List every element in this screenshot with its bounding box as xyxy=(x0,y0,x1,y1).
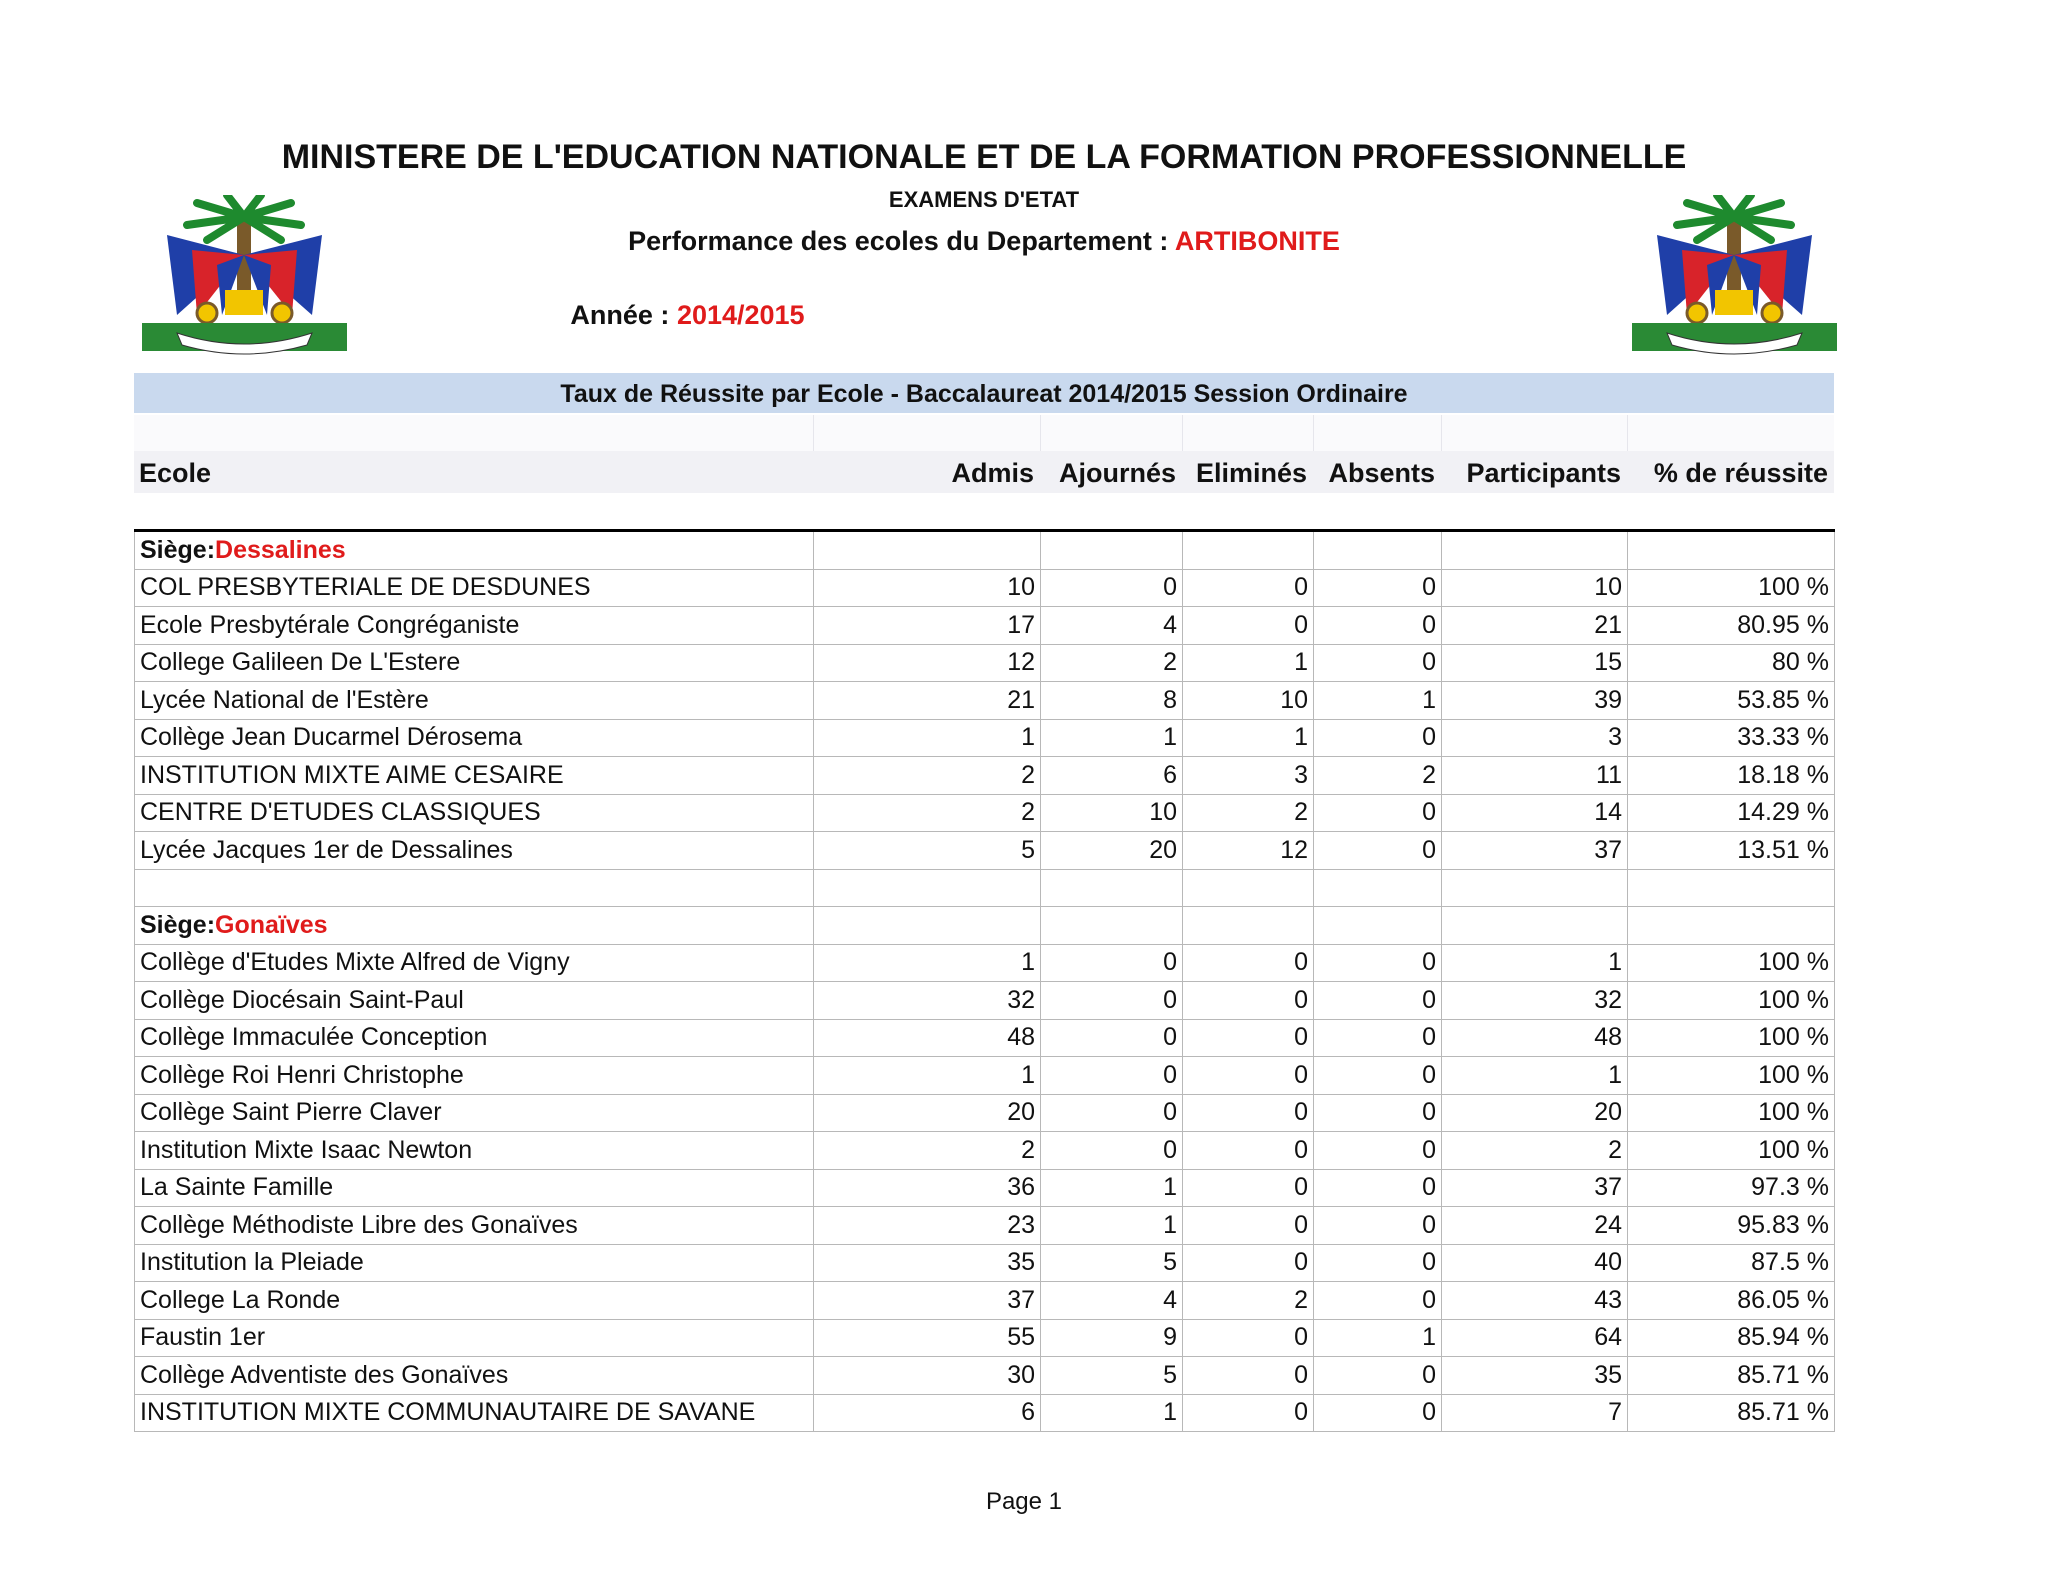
table-row xyxy=(135,1394,1835,1432)
empty-cell xyxy=(814,531,1041,570)
participants-cell: 32 xyxy=(1442,982,1628,1020)
elimines-cell: 0 xyxy=(1183,1057,1314,1095)
table-row xyxy=(135,1282,1835,1320)
school-name-cell: Institution la Pleiade xyxy=(135,1244,814,1282)
empty-cell xyxy=(1628,531,1835,570)
school-name-cell: Collège Saint Pierre Claver xyxy=(135,1094,814,1132)
school-name-cell: College Galileen De L'Estere xyxy=(135,644,814,682)
admis-cell: 2 xyxy=(814,757,1041,795)
reussite-cell: 85.71 % xyxy=(1628,1394,1835,1432)
empty-cell xyxy=(1442,907,1628,945)
table-row xyxy=(135,1319,1835,1357)
ajournes-cell: 0 xyxy=(1041,569,1183,607)
table-row xyxy=(135,1169,1835,1207)
absents-cell: 0 xyxy=(1314,1132,1442,1170)
empty-cell xyxy=(1041,907,1183,945)
table-row xyxy=(135,794,1835,832)
ajournes-cell: 5 xyxy=(1041,1357,1183,1395)
ajournes-cell: 9 xyxy=(1041,1319,1183,1357)
siege-row xyxy=(135,907,1835,945)
absents-cell: 0 xyxy=(1314,644,1442,682)
participants-cell: 21 xyxy=(1442,607,1628,645)
ajournes-cell: 0 xyxy=(1041,1019,1183,1057)
empty-cell xyxy=(1314,907,1442,945)
absents-cell: 0 xyxy=(1314,944,1442,982)
absents-cell: 1 xyxy=(1314,1319,1442,1357)
admis-cell: 5 xyxy=(814,832,1041,870)
column-header-row xyxy=(134,451,1834,493)
coat-of-arms-left-icon xyxy=(137,195,352,355)
reussite-cell: 100 % xyxy=(1628,1019,1835,1057)
column-header-elimines: Eliminés xyxy=(1195,458,1307,488)
elimines-cell: 0 xyxy=(1183,607,1314,645)
participants-cell: 10 xyxy=(1442,569,1628,607)
ajournes-cell: 10 xyxy=(1041,794,1183,832)
column-header-admis: Admis xyxy=(951,458,1034,488)
participants-cell: 3 xyxy=(1442,719,1628,757)
section-spacer-row xyxy=(135,869,1835,907)
ajournes-cell: 0 xyxy=(1041,1057,1183,1095)
participants-cell: 20 xyxy=(1442,1094,1628,1132)
absents-cell: 0 xyxy=(1314,569,1442,607)
participants-cell: 15 xyxy=(1442,644,1628,682)
participants-cell: 14 xyxy=(1442,794,1628,832)
siege-label: Siège: xyxy=(140,910,216,939)
admis-cell: 32 xyxy=(814,982,1041,1020)
reussite-cell: 100 % xyxy=(1628,569,1835,607)
absents-cell: 0 xyxy=(1314,1057,1442,1095)
admis-cell: 1 xyxy=(814,719,1041,757)
year-label: Année : xyxy=(570,300,670,330)
elimines-cell: 0 xyxy=(1183,1132,1314,1170)
siege-cell xyxy=(135,907,814,945)
exams-subtitle: EXAMENS D'ETAT xyxy=(888,187,1080,212)
ajournes-cell: 6 xyxy=(1041,757,1183,795)
school-name-cell: Collège Diocésain Saint-Paul xyxy=(135,982,814,1020)
table-row xyxy=(135,569,1835,607)
absents-cell: 0 xyxy=(1314,794,1442,832)
empty-cell xyxy=(1314,869,1442,907)
reussite-cell: 80 % xyxy=(1628,644,1835,682)
table-row xyxy=(135,1244,1835,1282)
admis-cell: 23 xyxy=(814,1207,1041,1245)
absents-cell: 0 xyxy=(1314,1207,1442,1245)
siege-name: Dessalines xyxy=(215,535,346,564)
elimines-cell: 1 xyxy=(1183,719,1314,757)
participants-cell: 1 xyxy=(1442,944,1628,982)
empty-cell xyxy=(1442,531,1628,570)
empty-cell xyxy=(1183,907,1314,945)
reussite-cell: 85.94 % xyxy=(1628,1319,1835,1357)
table-row xyxy=(135,644,1835,682)
elimines-cell: 2 xyxy=(1183,794,1314,832)
table-row xyxy=(135,1357,1835,1395)
elimines-cell: 0 xyxy=(1183,1019,1314,1057)
table-row xyxy=(135,682,1835,720)
table-row xyxy=(135,944,1835,982)
table-row xyxy=(135,1057,1835,1095)
ajournes-cell: 1 xyxy=(1041,1207,1183,1245)
column-header-reussite: % de réussite xyxy=(1653,458,1828,488)
admis-cell: 36 xyxy=(814,1169,1041,1207)
reussite-cell: 95.83 % xyxy=(1628,1207,1835,1245)
ajournes-cell: 0 xyxy=(1041,1094,1183,1132)
reussite-cell: 100 % xyxy=(1628,982,1835,1020)
elimines-cell: 0 xyxy=(1183,944,1314,982)
school-name-cell: INSTITUTION MIXTE AIME CESAIRE xyxy=(135,757,814,795)
elimines-cell: 0 xyxy=(1183,1357,1314,1395)
absents-cell: 2 xyxy=(1314,757,1442,795)
admis-cell: 48 xyxy=(814,1019,1041,1057)
ajournes-cell: 4 xyxy=(1041,1282,1183,1320)
elimines-cell: 12 xyxy=(1183,832,1314,870)
ajournes-cell: 2 xyxy=(1041,644,1183,682)
ajournes-cell: 20 xyxy=(1041,832,1183,870)
absents-cell: 0 xyxy=(1314,1169,1442,1207)
empty-cell xyxy=(135,869,814,907)
participants-cell: 35 xyxy=(1442,1357,1628,1395)
participants-cell: 37 xyxy=(1442,1169,1628,1207)
absents-cell: 0 xyxy=(1314,1394,1442,1432)
column-header-absents: Absents xyxy=(1328,458,1435,488)
school-name-cell: COL PRESBYTERIALE DE DESDUNES xyxy=(135,569,814,607)
siege-name: Gonaïves xyxy=(215,910,328,939)
admis-cell: 2 xyxy=(814,1132,1041,1170)
table-row xyxy=(135,719,1835,757)
empty-cell xyxy=(1041,869,1183,907)
table-row xyxy=(135,1132,1835,1170)
column-header-ecole: Ecole xyxy=(139,458,212,488)
participants-cell: 7 xyxy=(1442,1394,1628,1432)
empty-cell xyxy=(1442,869,1628,907)
reussite-cell: 80.95 % xyxy=(1628,607,1835,645)
elimines-cell: 0 xyxy=(1183,1169,1314,1207)
absents-cell: 0 xyxy=(1314,1094,1442,1132)
absents-cell: 0 xyxy=(1314,1357,1442,1395)
siege-row xyxy=(135,531,1835,570)
school-name-cell: La Sainte Famille xyxy=(135,1169,814,1207)
admis-cell: 1 xyxy=(814,944,1041,982)
admis-cell: 10 xyxy=(814,569,1041,607)
reussite-cell: 53.85 % xyxy=(1628,682,1835,720)
participants-cell: 11 xyxy=(1442,757,1628,795)
elimines-cell: 10 xyxy=(1183,682,1314,720)
table-banner: Taux de Réussite par Ecole - Baccalaureat 2014/2015 Session Ordinaire xyxy=(134,373,1834,413)
elimines-cell: 0 xyxy=(1183,1394,1314,1432)
year-value: 2014/2015 xyxy=(676,300,805,330)
ajournes-cell: 0 xyxy=(1041,982,1183,1020)
reussite-cell: 33.33 % xyxy=(1628,719,1835,757)
ajournes-cell: 1 xyxy=(1041,1169,1183,1207)
ajournes-cell: 8 xyxy=(1041,682,1183,720)
elimines-cell: 0 xyxy=(1183,1207,1314,1245)
ajournes-cell: 5 xyxy=(1041,1244,1183,1282)
school-name-cell: Collège Immaculée Conception xyxy=(135,1019,814,1057)
school-name-cell: Institution Mixte Isaac Newton xyxy=(135,1132,814,1170)
elimines-cell: 3 xyxy=(1183,757,1314,795)
table-row xyxy=(135,1019,1835,1057)
school-name-cell: Faustin 1er xyxy=(135,1319,814,1357)
table-row xyxy=(135,982,1835,1020)
siege-label: Siège: xyxy=(140,535,216,564)
participants-cell: 48 xyxy=(1442,1019,1628,1057)
column-header-participants: Participants xyxy=(1466,458,1621,488)
admis-cell: 12 xyxy=(814,644,1041,682)
reussite-cell: 86.05 % xyxy=(1628,1282,1835,1320)
absents-cell: 0 xyxy=(1314,832,1442,870)
admis-cell: 30 xyxy=(814,1357,1041,1395)
absents-cell: 0 xyxy=(1314,607,1442,645)
school-name-cell: Collège Roi Henri Christophe xyxy=(135,1057,814,1095)
reussite-cell: 97.3 % xyxy=(1628,1169,1835,1207)
table-row xyxy=(135,832,1835,870)
participants-cell: 2 xyxy=(1442,1132,1628,1170)
reussite-cell: 100 % xyxy=(1628,944,1835,982)
page-number: Page 1 xyxy=(985,1488,1063,1515)
participants-cell: 43 xyxy=(1442,1282,1628,1320)
reussite-cell: 100 % xyxy=(1628,1094,1835,1132)
reussite-cell: 14.29 % xyxy=(1628,794,1835,832)
siege-cell xyxy=(135,531,814,570)
ajournes-cell: 0 xyxy=(1041,1132,1183,1170)
admis-cell: 2 xyxy=(814,794,1041,832)
table-row xyxy=(135,757,1835,795)
admis-cell: 55 xyxy=(814,1319,1041,1357)
admis-cell: 1 xyxy=(814,1057,1041,1095)
reussite-cell: 85.71 % xyxy=(1628,1357,1835,1395)
ajournes-cell: 4 xyxy=(1041,607,1183,645)
participants-cell: 39 xyxy=(1442,682,1628,720)
absents-cell: 0 xyxy=(1314,1244,1442,1282)
department-name: ARTIBONITE xyxy=(1174,226,1340,256)
elimines-cell: 0 xyxy=(1183,1244,1314,1282)
school-name-cell: Lycée National de l'Estère xyxy=(135,682,814,720)
ajournes-cell: 0 xyxy=(1041,944,1183,982)
reussite-cell: 13.51 % xyxy=(1628,832,1835,870)
school-name-cell: Collège d'Etudes Mixte Alfred de Vigny xyxy=(135,944,814,982)
ministry-title: MINISTERE DE L'EDUCATION NATIONALE ET DE LA FORMATION PROFESSIONNELLE xyxy=(281,138,1687,176)
participants-cell: 64 xyxy=(1442,1319,1628,1357)
school-name-cell: INSTITUTION MIXTE COMMUNAUTAIRE DE SAVANE xyxy=(135,1394,814,1432)
absents-cell: 0 xyxy=(1314,719,1442,757)
empty-cell xyxy=(814,869,1041,907)
absents-cell: 0 xyxy=(1314,1019,1442,1057)
absents-cell: 1 xyxy=(1314,682,1442,720)
school-name-cell: CENTRE D'ETUDES CLASSIQUES xyxy=(135,794,814,832)
ajournes-cell: 1 xyxy=(1041,719,1183,757)
ajournes-cell: 1 xyxy=(1041,1394,1183,1432)
school-name-cell: Collège Jean Ducarmel Dérosema xyxy=(135,719,814,757)
admis-cell: 6 xyxy=(814,1394,1041,1432)
admis-cell: 21 xyxy=(814,682,1041,720)
admis-cell: 35 xyxy=(814,1244,1041,1282)
admis-cell: 17 xyxy=(814,607,1041,645)
empty-cell xyxy=(1628,869,1835,907)
admis-cell: 20 xyxy=(814,1094,1041,1132)
school-name-cell: College La Ronde xyxy=(135,1282,814,1320)
empty-cell xyxy=(1183,531,1314,570)
empty-cell xyxy=(1314,531,1442,570)
results-table xyxy=(134,529,1835,1432)
participants-cell: 40 xyxy=(1442,1244,1628,1282)
column-header-ajournes: Ajournés xyxy=(1058,458,1176,488)
elimines-cell: 0 xyxy=(1183,1319,1314,1357)
elimines-cell: 0 xyxy=(1183,982,1314,1020)
spacer-row xyxy=(134,415,1834,451)
reussite-cell: 87.5 % xyxy=(1628,1244,1835,1282)
empty-cell xyxy=(814,907,1041,945)
empty-cell xyxy=(1628,907,1835,945)
empty-cell xyxy=(1041,531,1183,570)
coat-of-arms-right-icon xyxy=(1627,195,1842,355)
absents-cell: 0 xyxy=(1314,1282,1442,1320)
reussite-cell: 18.18 % xyxy=(1628,757,1835,795)
elimines-cell: 0 xyxy=(1183,569,1314,607)
school-name-cell: Lycée Jacques 1er de Dessalines xyxy=(135,832,814,870)
empty-cell xyxy=(1183,869,1314,907)
participants-cell: 1 xyxy=(1442,1057,1628,1095)
table-row xyxy=(135,1207,1835,1245)
table-row xyxy=(135,1094,1835,1132)
elimines-cell: 1 xyxy=(1183,644,1314,682)
reussite-cell: 100 % xyxy=(1628,1132,1835,1170)
absents-cell: 0 xyxy=(1314,982,1442,1020)
table-row xyxy=(135,607,1835,645)
school-name-cell: Collège Méthodiste Libre des Gonaïves xyxy=(135,1207,814,1245)
participants-cell: 24 xyxy=(1442,1207,1628,1245)
school-name-cell: Collège Adventiste des Gonaïves xyxy=(135,1357,814,1395)
performance-label: Performance des ecoles du Departement : xyxy=(628,226,1169,256)
reussite-cell: 100 % xyxy=(1628,1057,1835,1095)
elimines-cell: 2 xyxy=(1183,1282,1314,1320)
admis-cell: 37 xyxy=(814,1282,1041,1320)
results-table-body xyxy=(135,531,1835,1432)
school-name-cell: Ecole Presbytérale Congréganiste xyxy=(135,607,814,645)
participants-cell: 37 xyxy=(1442,832,1628,870)
elimines-cell: 0 xyxy=(1183,1094,1314,1132)
